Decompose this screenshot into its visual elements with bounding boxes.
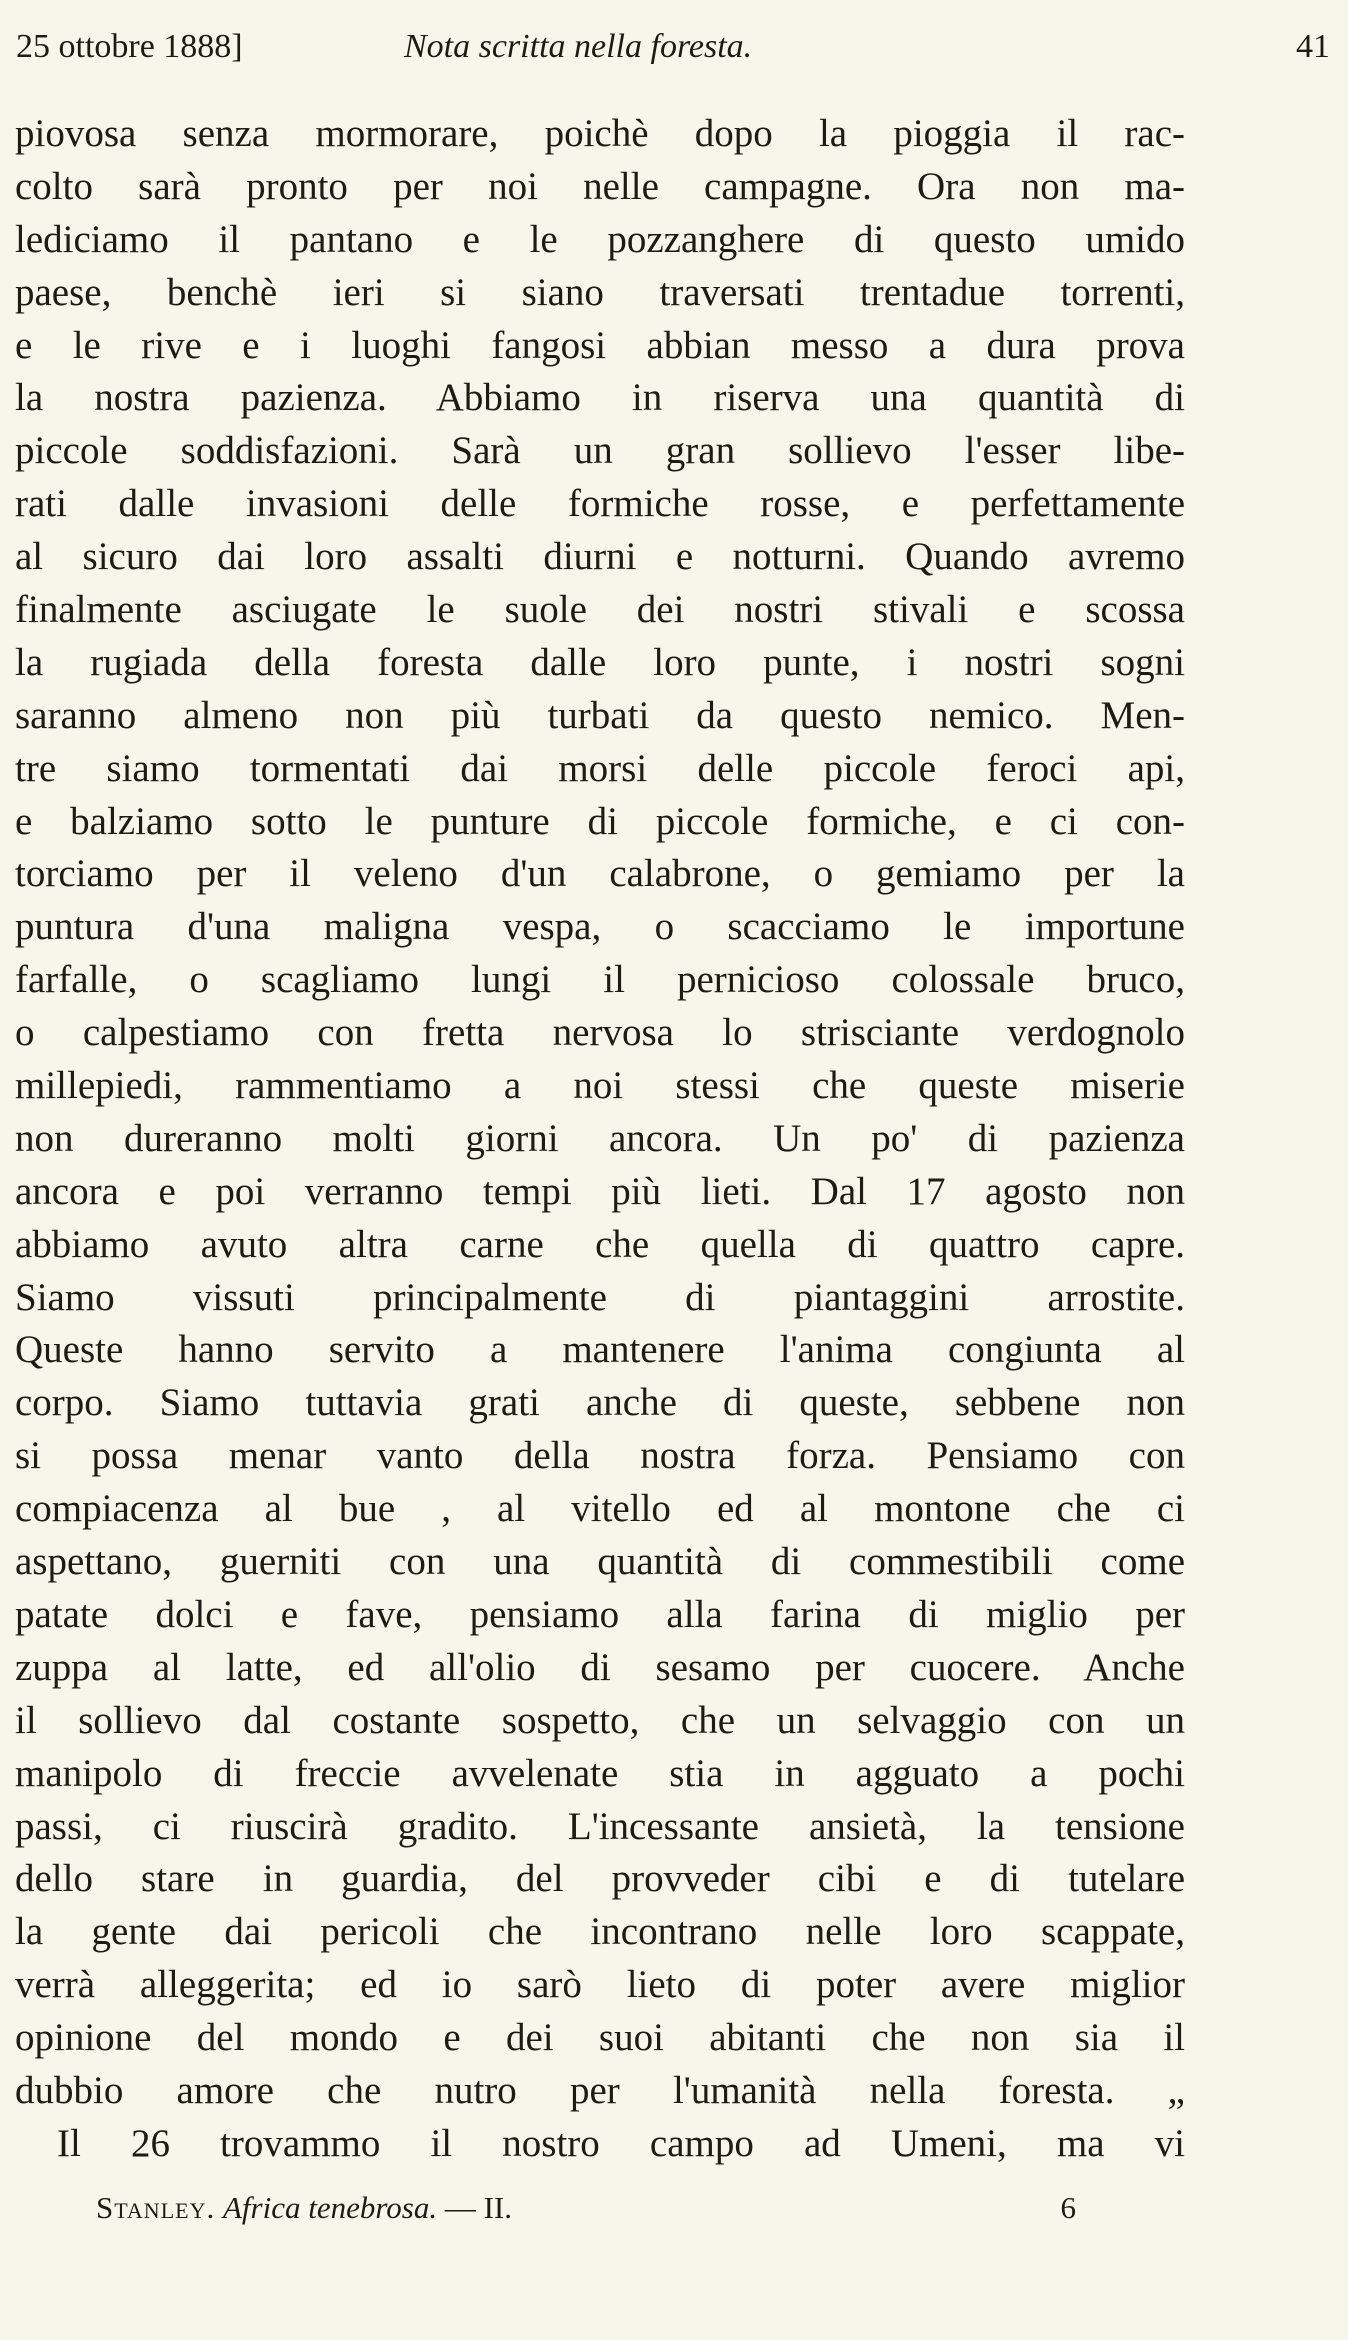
footer-signature [96, 2190, 1076, 2234]
text-line-33: passi, ci riuscirà gradito. L'incessante ansietà, la tensione [15, 1804, 1185, 1848]
text-line-10: finalmente asciugate le suole dei nostri stivali e scossa [15, 588, 1185, 632]
text-line-9: al sicuro dai loro assalti diurni e notturni. Quando avremo [15, 535, 1185, 579]
footer-work: Africa tenebrosa. [222, 2190, 438, 2225]
text-line-28: aspettano, guerniti con una quantità di commestibili come [15, 1540, 1185, 1584]
text-line-35: la gente dai pericoli che incontrano nelle loro scappate, [15, 1910, 1185, 1954]
text-line-13: tre siamo tormentati dai morsi delle piccole feroci api, [15, 746, 1185, 790]
text-line-23: Siamo vissuti principalmente di piantaggini arrostite. [15, 1275, 1185, 1319]
footer-author: Stanley. [96, 2190, 216, 2225]
text-line-38: dubbio amore che nutro per l'umanità nella foresta. „ [15, 2068, 1185, 2112]
text-line-17: farfalle, o scagliamo lungi il pernicioso colossale bruco, [15, 958, 1185, 1002]
text-line-29: patate dolci e fave, pensiamo alla farina di miglio per [15, 1592, 1185, 1636]
text-line-8: rati dalle invasioni delle formiche rosse, e perfettamente [15, 482, 1185, 526]
header-date: 25 ottobre 1888] [16, 28, 243, 65]
text-line-3: lediciamo il pantano e le pozzanghere di questo umido [15, 217, 1185, 261]
text-line-14: e balziamo sotto le punture di piccole formiche, e ci con- [15, 799, 1185, 843]
text-line-32: manipolo di freccie avvelenate stia in agguato a pochi [15, 1751, 1185, 1795]
text-line-4: paese, benchè ieri si siano traversati trentadue torrenti, [15, 270, 1185, 314]
text-line-7: piccole soddisfazioni. Sarà un gran sollievo l'esser libe- [15, 429, 1185, 473]
text-line-15: torciamo per il veleno d'un calabrone, o gemiamo per la [15, 852, 1185, 896]
footer-citation [96, 2190, 512, 2226]
text-line-6: la nostra pazienza. Abbiamo in riserva una quantità di [15, 376, 1185, 420]
text-line-30: zuppa al latte, ed all'olio di sesamo per cuocere. Anche [15, 1645, 1185, 1689]
text-line-36: verrà alleggerita; ed io sarò lieto di poter avere miglior [15, 1963, 1185, 2007]
text-line-16: puntura d'una maligna vespa, o scacciamo le importune [15, 905, 1185, 949]
text-line-20: non dureranno molti giorni ancora. Un po' di pazienza [15, 1116, 1185, 1160]
text-line-18: o calpestiamo con fretta nervosa lo strisciante verdognolo [15, 1011, 1185, 1055]
text-line-39: Il 26 trovammo il nostro campo ad Umeni, ma vi [57, 2121, 1185, 2165]
text-line-22: abbiamo avuto altra carne che quella di quattro capre. [15, 1222, 1185, 1266]
text-line-37: opinione del mondo e dei suoi abitanti che non sia il [15, 2016, 1185, 2060]
running-head [16, 28, 1330, 78]
text-line-27: compiacenza al bue , al vitello ed al montone che ci [15, 1487, 1185, 1531]
text-line-1: piovosa senza mormorare, poichè dopo la pioggia il rac- [15, 112, 1185, 155]
text-line-12: saranno almeno non più turbati da questo nemico. Men- [15, 693, 1185, 737]
text-line-2: colto sarà pronto per noi nelle campagne. Ora non ma- [15, 164, 1185, 208]
text-line-31: il sollievo dal costante sospetto, che un selvaggio con un [15, 1698, 1185, 1742]
text-line-34: dello stare in guardia, del provveder cibi e di tutelare [15, 1857, 1185, 1901]
text-line-25: corpo. Siamo tuttavia grati anche di queste, sebbene non [15, 1381, 1185, 1425]
text-line-24: Queste hanno servito a mantenere l'anima congiunta al [15, 1328, 1185, 1372]
body-text [15, 108, 1185, 2171]
text-line-26: si possa menar vanto della nostra forza. Pensiamo con [15, 1434, 1185, 1478]
footer-volume: — II. [444, 2190, 512, 2225]
text-line-21: ancora e poi verranno tempi più lieti. Dal 17 agosto non [15, 1169, 1185, 1213]
page-number: 41 [1296, 28, 1330, 65]
text-line-19: millepiedi, rammentiamo a noi stessi che queste miserie [15, 1064, 1185, 1108]
text-line-11: la rugiada della foresta dalle loro punte, i nostri sogni [15, 640, 1185, 684]
text-line-5: e le rive e i luoghi fangosi abbian messo a dura prova [15, 323, 1185, 367]
signature-mark: 6 [1060, 2190, 1076, 2225]
header-title: Nota scritta nella foresta. [404, 28, 753, 65]
